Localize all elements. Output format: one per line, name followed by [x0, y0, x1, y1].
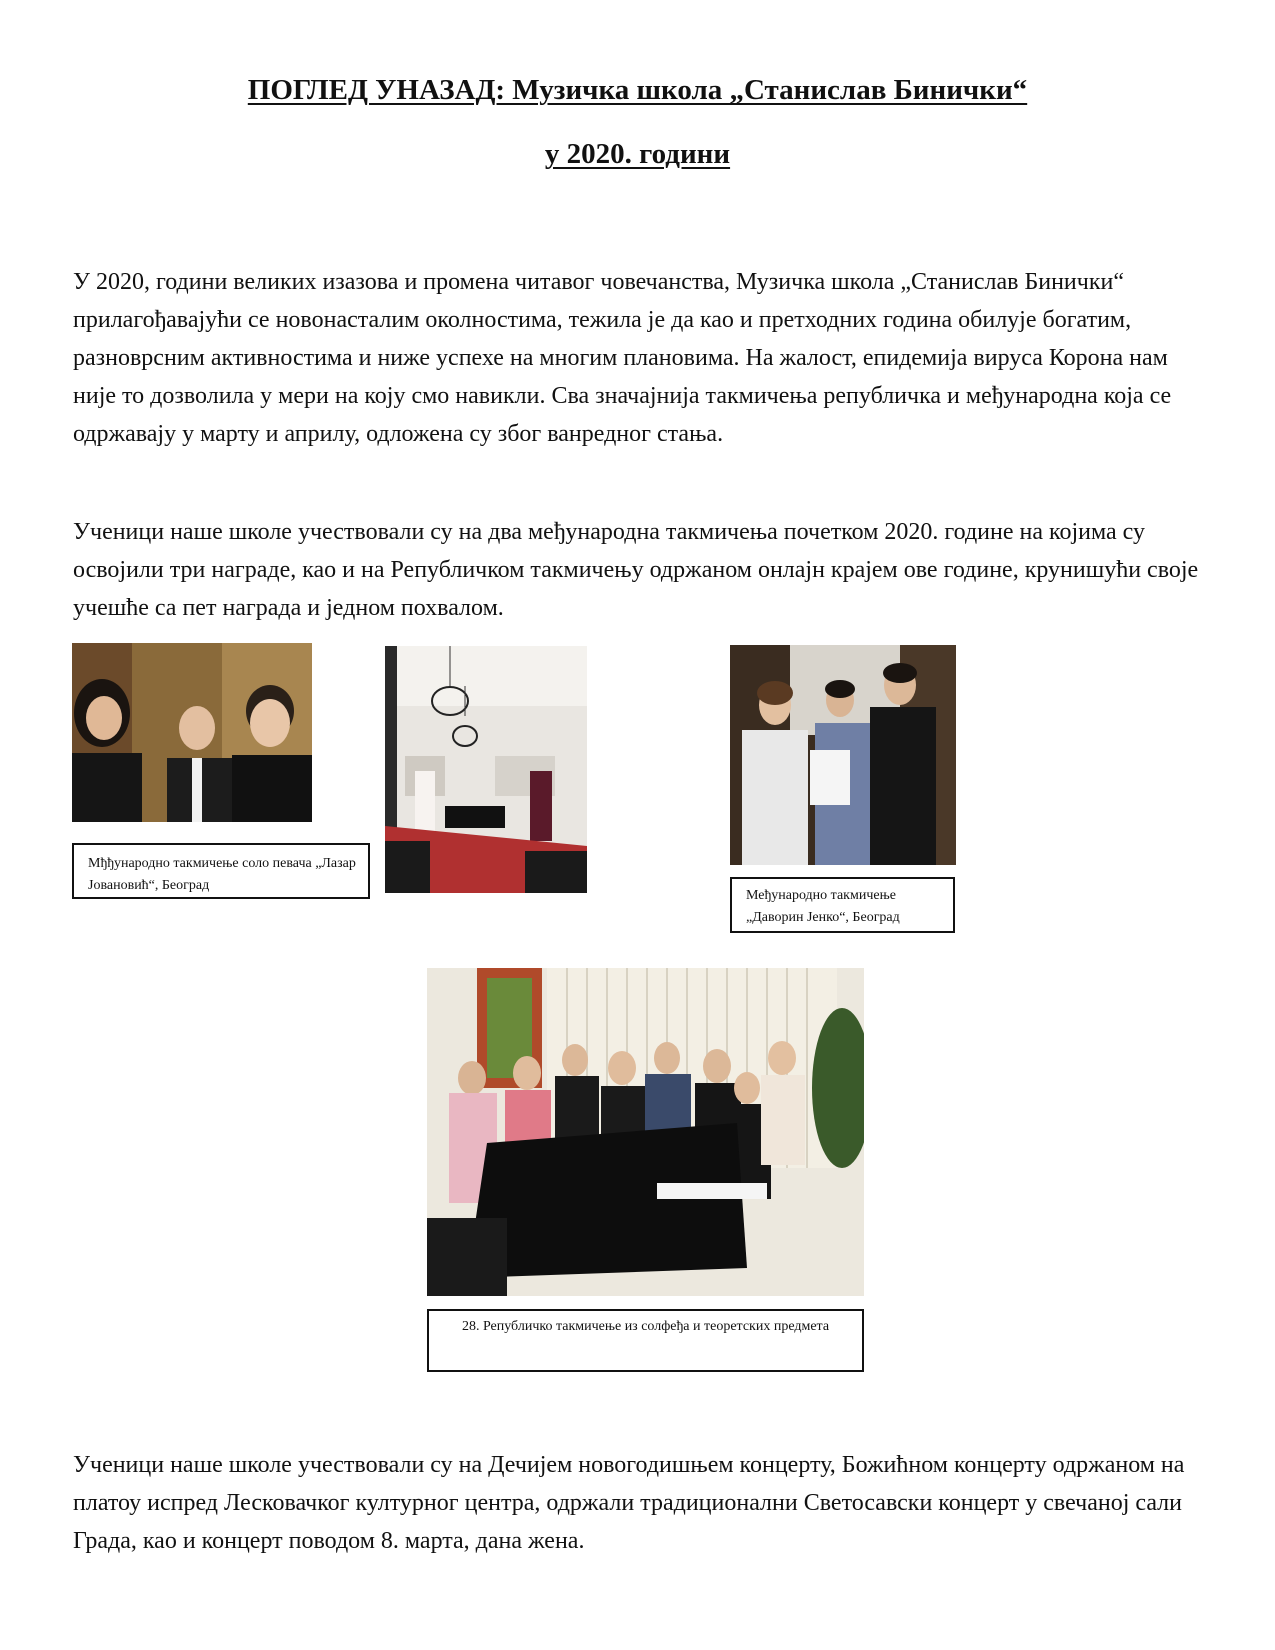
document-title-line2: у 2020. години [544, 138, 731, 170]
photo-competition-singers [72, 643, 312, 822]
competitions-paragraph: Ученици наше школе учествовали су на два међународна такмичења почетком 2020. године на којима су освојили три награде, као и на Републичком такмичењу одржаном онлајн крајем ове године, крунишући своје учешће са пет награда и једном похвалом. [73, 519, 1199, 621]
caption-competition-singers: Мђђународно такмичење соло певача „Лазар Јовановић“, Београд [72, 843, 370, 899]
photo-republic-competition [427, 968, 864, 1296]
document-title-line1: ПОГЛЕД УНАЗАД: Музичка школа „Станислав Бинички“ [247, 74, 1028, 106]
photo-competition-jenko [730, 645, 956, 865]
caption-republic-competition: 28. Републичко такмичење из солфеђа и теоретских предмета [427, 1309, 864, 1372]
photo-concert-hall [385, 646, 587, 893]
caption-competition-jenko: Међународно такмичење „Даворин Јенко“, Београд [730, 877, 955, 933]
concerts-paragraph: Ученици наше школе учествовали су на Дечијем новогодишњем концерту, Божићном концерту одржаном на платоу испред Лесковачког културног центра, одржали традиционални Светосавски концерт у свечаној сали Града, као и концерт поводом 8. марта, дана жена. [73, 1452, 1185, 1554]
intro-paragraph: У 2020, години великих изазова и промена читавог човечанства, Музичка школа „Станислав Бинички“ прилагођавајући се новонасталим околностима, тежила је да као и претходних година обилује богатим, разноврсним активностима и ниже успехе на многим плановима. На жалост, епидемија вируса Корона нам није то дозволила у мери на коју смо навикли. Сва значајнија такмичења републичка и међународна која се одржавају у марту и априлу, одложена су због ванредног стања. [73, 269, 1172, 447]
